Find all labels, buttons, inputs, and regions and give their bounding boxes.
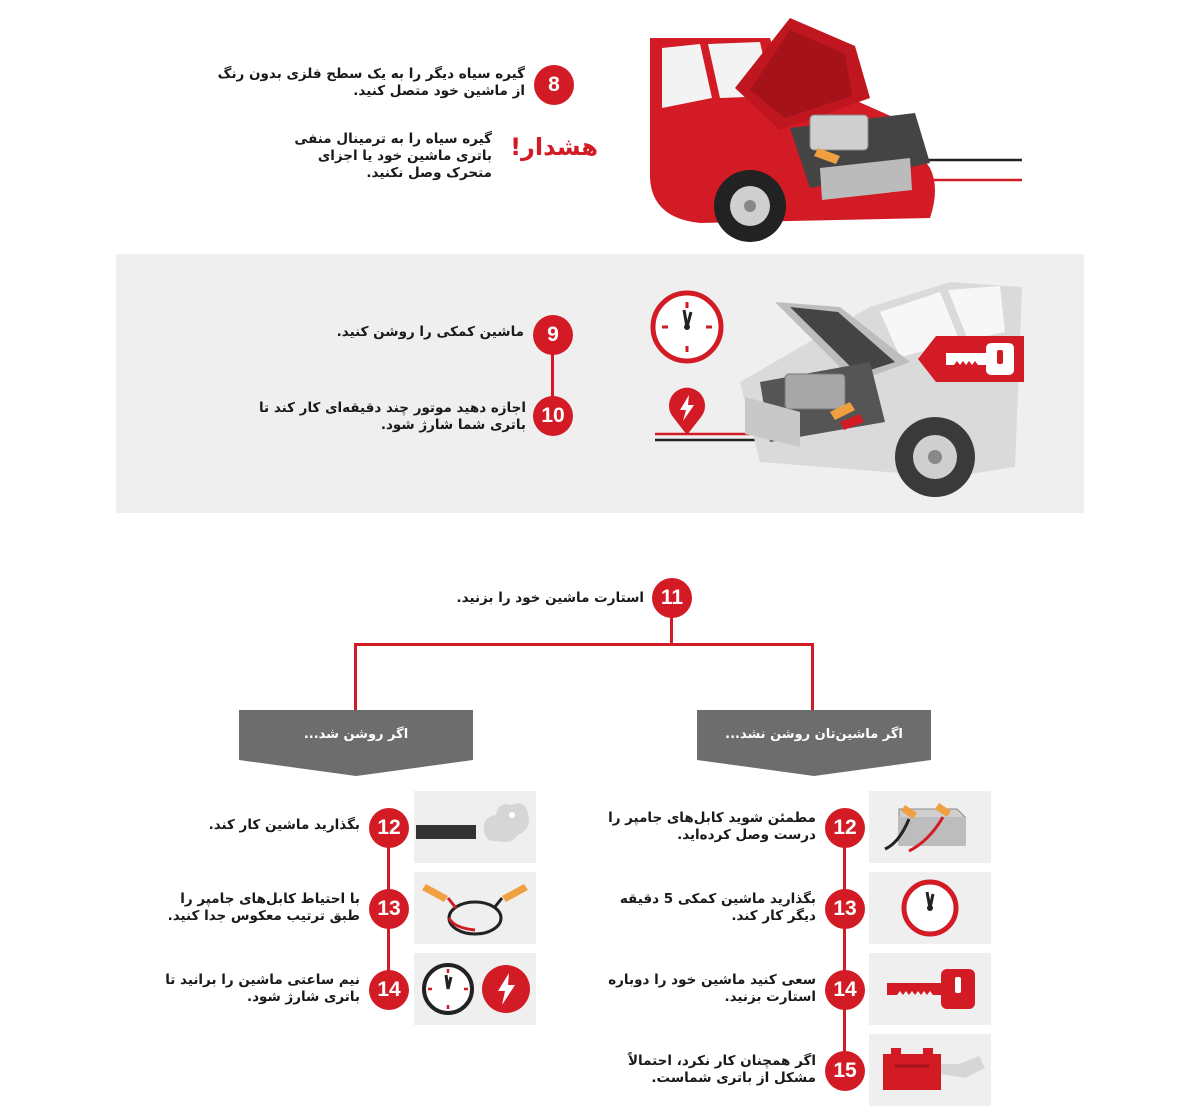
battery-clamps-icon [869, 791, 991, 863]
right-step-14-text: سعی کنید ماشین خود را دوباره استارت بزنید. [608, 972, 816, 1005]
warning-text: گیره سیاه را به ترمینال منفی باتری ماشین خود یا اجزای متحرک وصل نکنید. [294, 131, 492, 181]
right-step-14-number: 14 [825, 970, 865, 1010]
clock-icon [414, 953, 536, 1025]
clock-lightning-tile [414, 953, 536, 1025]
clock-tile [869, 872, 991, 944]
step-10-number: 10 [533, 396, 573, 436]
right-step-13-text: بگذارید ماشین کمکی 5 دقیقه دیگر کار کند. [619, 891, 816, 924]
exhaust-tile [414, 791, 536, 863]
red-car-illustration [640, 18, 1030, 243]
key-icon [869, 953, 991, 1025]
battery-tag-tile [869, 1034, 991, 1106]
left-step-13-text: با احتیاط کابل‌های جامپر را طبق ترتیب معکوس جدا کنید. [167, 891, 360, 924]
left-step-14-text: نیم ساعتی ماشین را برانید تا باتری شارژ شود. [165, 972, 360, 1005]
left-step-12-text: بگذارید ماشین کار کند. [208, 817, 360, 833]
step-11-text: استارت ماشین خود را بزنید. [456, 590, 644, 606]
clock-icon-right [869, 872, 991, 944]
tree-branch [354, 643, 814, 646]
step-10-text: اجازه دهید موتور چند دقیقه‌ای کار کند تا باتری شما شارژ شود. [258, 400, 526, 433]
battery-tag-icon [869, 1034, 991, 1106]
step-9-text: ماشین کمکی را روشن کنید. [336, 324, 524, 340]
left-step-14-number: 14 [369, 970, 409, 1010]
left-step-13-number: 13 [369, 889, 409, 929]
warning-label: هشدار! [510, 133, 598, 161]
key-tile [869, 953, 991, 1025]
battery-clamps-tile [869, 791, 991, 863]
right-steps-connector [843, 830, 846, 1070]
right-step-12-number: 12 [825, 808, 865, 848]
right-step-15-number: 15 [825, 1051, 865, 1091]
step-9-number: 9 [533, 315, 573, 355]
step-8-number: 8 [534, 65, 574, 105]
right-step-15-text: اگر همچنان کار نکرد، احتمالاً مشکل از باتری شماست. [627, 1053, 816, 1086]
grey-car-illustration [650, 262, 1030, 507]
exhaust-icon [414, 791, 536, 863]
step-11-number: 11 [652, 578, 692, 618]
key-tag-icon [918, 336, 1024, 382]
jumper-cables-tile [414, 872, 536, 944]
tree-stem [670, 616, 673, 645]
branch-started-banner: اگر روشن شد... [239, 710, 473, 760]
step-8-text: گیره سیاه دیگر را به یک سطح فلزی بدون رنگ از ماشین خود متصل کنید. [217, 66, 525, 99]
tree-right-drop [811, 643, 814, 710]
jumper-cables-icon [414, 872, 536, 944]
right-step-12-text: مطمئن شوید کابل‌های جامپر را درست وصل کرده‌اید. [608, 810, 816, 843]
left-step-12-number: 12 [369, 808, 409, 848]
tree-left-drop [354, 643, 357, 710]
step-9-10-connector [551, 350, 554, 400]
right-step-13-number: 13 [825, 889, 865, 929]
branch-not-started-banner: اگر ماشین‌تان روشن نشد... [697, 710, 931, 760]
